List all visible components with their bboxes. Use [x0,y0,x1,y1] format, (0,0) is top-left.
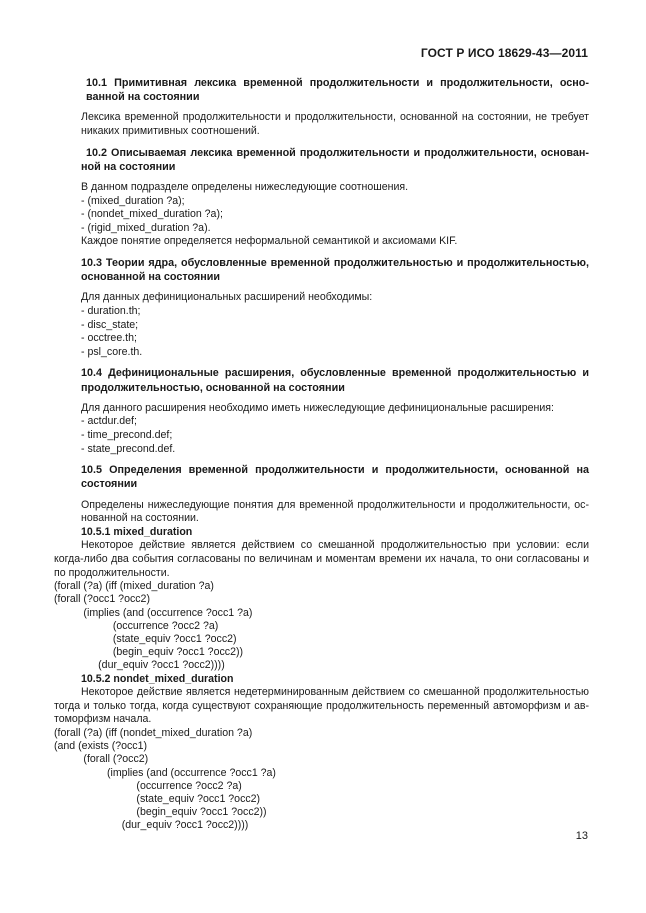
list-item: - actdur.def; [81,415,137,428]
list-item: - state_precond.def. [81,442,176,455]
document-body [54,76,589,833]
kif-axiom-line: (state_equiv ?occ1 ?occ2) [54,792,261,805]
kif-axiom-line: (occurrence ?occ2 ?a) [54,779,242,792]
kif-axiom-line: (dur_equiv ?occ1 ?occ2)))) [54,659,225,672]
section-heading: 10.4 Дефинициональные расширения, обусловленные временной продолжительностью и [81,367,589,380]
section-10-3 [81,256,589,359]
paragraph-cont: нованной на состоянии. [81,512,199,525]
list-item: - (nondet_mixed_duration ?a); [81,208,223,221]
section-heading: 10.1 Примитивная лексика временной продолжительности и продолжительности, осно- [86,77,589,89]
section-10-5 [81,463,589,526]
list-item: - duration.th; [81,304,141,317]
paragraph: Некоторое действие является действием со смешанной продолжительностью при условии: если [81,539,589,552]
paragraph-cont: по продолжительности. [54,566,170,579]
subsection-heading: 10.5.2 nondet_mixed_duration [81,672,234,685]
list-item: - disc_state; [81,318,139,331]
paragraph: Для данных дефинициональных расширений необходимы: [81,291,373,304]
kif-axiom-line: (dur_equiv ?occ1 ?occ2)))) [54,819,249,832]
kif-axiom-line: (state_equiv ?occ1 ?occ2) [54,632,237,645]
paragraph-cont: тогда и только тогда, когда существуют сохраняющие продолжительность переменный автоморфизм и ав- [54,699,589,712]
kif-axiom-line: (forall (?occ1 ?occ2) [54,593,150,606]
kif-axiom-line: (occurrence ?occ2 ?a) [54,619,219,632]
subsection-heading: 10.5.1 mixed_duration [81,525,193,538]
document-header: ГОСТ Р ИСО 18629-43—2011 [420,46,588,60]
kif-axiom-line: (implies (and (occurrence ?occ1 ?a) [54,766,276,779]
section-10-5-2 [54,672,589,833]
list-item: - (rigid_mixed_duration ?a). [81,221,211,234]
paragraph-cont: когда-либо два события согласованы по величинам и моментам времени их начала, то они согласованы и [54,552,589,565]
section-heading-cont: ной на состоянии [81,160,176,173]
section-10-2 [81,146,589,249]
section-heading-cont: состоянии [81,478,138,491]
section-heading-cont: ванной на состоянии [86,91,200,104]
list-item: - time_precond.def; [81,428,173,441]
section-10-4 [81,366,589,456]
kif-axiom-line: (forall (?a) (iff (nondet_mixed_duration ?a) [54,726,253,739]
section-heading: 10.3 Теории ядра, обусловленные временной продолжительностью и продолжительностью, [81,256,589,269]
kif-axiom-line: (forall (?occ2) [54,753,149,766]
paragraph: Каждое понятие определяется неформальной семантикой и аксиомами KIF. [81,235,458,248]
paragraph: В данном подразделе определены нижеследующие соотношения. [81,181,409,193]
paragraph: Некоторое действие является недетерминированным действием со смешанной продолжительностью [81,686,589,699]
section-heading: 10.5 Определения временной продолжительности и продолжительности, основанной на [81,464,589,477]
list-item: - (mixed_duration ?a); [81,194,185,207]
kif-axiom-line: (begin_equiv ?occ1 ?occ2)) [54,646,244,659]
kif-axiom-line: (implies (and (occurrence ?occ1 ?a) [54,606,253,619]
list-item: - occtree.th; [81,332,137,345]
kif-axiom-line: (forall (?a) (iff (mixed_duration ?a) [54,580,214,593]
section-heading-cont: продолжительностью, основанной на состоянии [81,381,345,394]
kif-axiom-line: (begin_equiv ?occ1 ?occ2)) [54,806,267,819]
paragraph: Определены нижеследующие понятия для временной продолжительности и продолжительности, ос- [81,498,589,511]
paragraph-cont: томорфизм начала. [54,713,152,726]
section-10-5-1 [54,525,589,673]
section-heading: 10.2 Описываемая лексика временной продолжительности и продолжительности, основан- [86,146,589,159]
paragraph: Для данного расширения необходимо иметь нижеследующие дефинициональные расширения: [81,401,554,414]
paragraph: Лексика временной продолжительности и продолжительности, основанной на состоянии, не требует [81,111,589,124]
kif-axiom-line: (and (exists (?occ1) [54,740,148,753]
paragraph-cont: никаких примитивных соотношений. [81,125,260,137]
page-number: 13 [575,830,588,842]
section-10-1 [81,76,589,139]
section-heading-cont: основанной на состоянии [81,271,221,284]
list-item: - psl_core.th. [81,345,143,358]
